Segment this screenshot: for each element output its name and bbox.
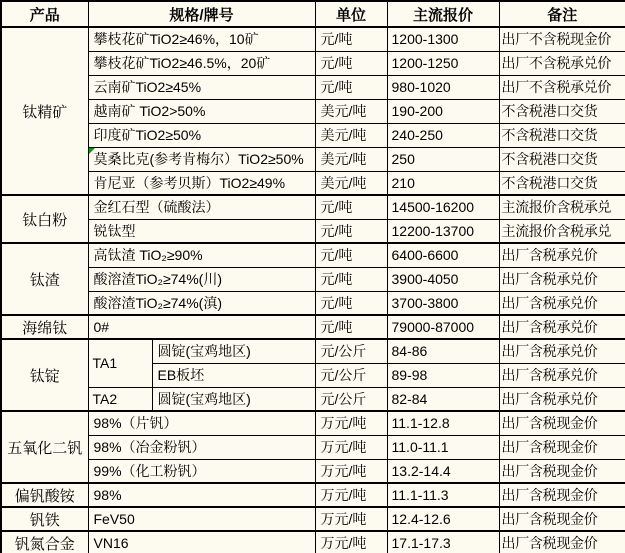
column-header-unit: 单位 <box>315 1 387 27</box>
price-cell: 190-200 <box>387 99 499 123</box>
spec-cell: 金红石型（硫酸法） <box>88 195 315 219</box>
spec-cell: 锐钛型 <box>88 219 315 243</box>
product-cell: 偏钒酸铵 <box>1 483 88 507</box>
note-cell: 主流报价含税承兑 <box>499 195 625 219</box>
spec-cell <box>88 147 315 171</box>
table-row <box>1 411 625 435</box>
spec-cell: 印度矿TiO2≥50% <box>88 123 315 147</box>
price-cell: 11.0-11.1 <box>387 435 499 459</box>
table-header-row <box>1 1 625 27</box>
price-cell: 17.1-17.3 <box>387 531 499 553</box>
spec-cell: 攀枝花矿TiO2≥46.5%，20矿 <box>88 51 315 75</box>
product-cell: 钒氮合金 <box>1 531 88 553</box>
unit-cell: 万元/吨 <box>315 531 387 553</box>
table-row <box>1 291 625 315</box>
spec-cell: FeV50 <box>88 507 315 531</box>
spec-cell: 酸溶渣TiO₂≥74%(滇) <box>88 291 315 315</box>
spec-cell: 酸溶渣TiO₂≥74%(川) <box>88 267 315 291</box>
grade-cell: TA2 <box>88 387 152 411</box>
note-cell: 出厂含税现金价 <box>499 411 625 435</box>
spec-cell: 圆锭(宝鸡地区) <box>152 339 315 363</box>
note-cell: 出厂含税现金价 <box>499 435 625 459</box>
price-cell: 12.4-12.6 <box>387 507 499 531</box>
unit-cell: 美元/吨 <box>315 171 387 195</box>
unit-cell: 元/公斤 <box>315 387 387 411</box>
unit-cell: 元/公斤 <box>315 339 387 363</box>
price-cell: 3900-4050 <box>387 267 499 291</box>
spec-cell: 0# <box>88 315 315 339</box>
note-cell: 不含税港口交货 <box>499 99 625 123</box>
spec-cell: 98% <box>88 483 315 507</box>
price-cell: 11.1-12.8 <box>387 411 499 435</box>
product-cell: 钛渣 <box>1 243 88 315</box>
spec-cell: 攀枝花矿TiO2≥46%，10矿 <box>88 27 315 51</box>
table-row <box>1 171 625 195</box>
table-row <box>1 459 625 483</box>
note-cell: 出厂含税承兑价 <box>499 339 625 363</box>
unit-cell: 美元/吨 <box>315 99 387 123</box>
unit-cell: 美元/吨 <box>315 147 387 171</box>
product-cell: 钒铁 <box>1 507 88 531</box>
price-cell: 11.1-11.3 <box>387 483 499 507</box>
note-cell: 不含税港口交货 <box>499 171 625 195</box>
unit-cell: 元/吨 <box>315 195 387 219</box>
unit-cell: 万元/吨 <box>315 507 387 531</box>
table-row <box>1 435 625 459</box>
column-header-note: 备注 <box>499 1 625 27</box>
spec-cell: EB板坯 <box>152 363 315 387</box>
spec-cell: 98%（片钒） <box>88 411 315 435</box>
unit-cell: 元/吨 <box>315 27 387 51</box>
unit-cell: 元/吨 <box>315 51 387 75</box>
spec-cell: VN16 <box>88 531 315 553</box>
spec-cell: 越南矿 TiO2>50% <box>88 99 315 123</box>
unit-cell: 万元/吨 <box>315 483 387 507</box>
table-row <box>1 219 625 243</box>
note-cell: 出厂含税现金价 <box>499 531 625 553</box>
table-row <box>1 315 625 339</box>
table-row <box>1 123 625 147</box>
price-cell: 250 <box>387 147 499 171</box>
price-cell: 14500-16200 <box>387 195 499 219</box>
note-cell: 不含税港口交货 <box>499 123 625 147</box>
column-header-spec: 规格/牌号 <box>88 1 315 27</box>
price-cell: 210 <box>387 171 499 195</box>
spec-text: 莫桑比克(参考肯梅尔）TiO2≥50% <box>93 151 304 167</box>
price-cell: 79000-87000 <box>387 315 499 339</box>
price-cell: 12200-13700 <box>387 219 499 243</box>
note-cell: 出厂含税承兑价 <box>499 291 625 315</box>
unit-cell: 元/吨 <box>315 243 387 267</box>
note-cell: 出厂含税现金价 <box>499 507 625 531</box>
table-row <box>1 147 625 171</box>
note-cell: 出厂含税承兑价 <box>499 267 625 291</box>
note-cell: 出厂含税承兑价 <box>499 387 625 411</box>
note-cell: 出厂含税承兑价 <box>499 363 625 387</box>
price-cell: 89-98 <box>387 363 499 387</box>
table-row <box>1 75 625 99</box>
table-row <box>1 267 625 291</box>
note-cell: 出厂含税现金价 <box>499 483 625 507</box>
column-header-price: 主流报价 <box>387 1 499 27</box>
price-cell: 1200-1250 <box>387 51 499 75</box>
note-cell: 出厂含税承兑价 <box>499 243 625 267</box>
product-cell: 五氧化二钒 <box>1 411 88 483</box>
price-cell: 82-84 <box>387 387 499 411</box>
price-cell: 84-86 <box>387 339 499 363</box>
product-cell: 海绵钛 <box>1 315 88 339</box>
unit-cell: 美元/吨 <box>315 123 387 147</box>
note-cell: 出厂不含税现金价 <box>499 27 625 51</box>
spec-cell: 高钛渣 TiO₂≥90% <box>88 243 315 267</box>
table-row <box>1 27 625 51</box>
grade-cell: TA1 <box>88 339 152 387</box>
unit-cell: 元/吨 <box>315 75 387 99</box>
spec-cell: 98%（冶金粉钒） <box>88 435 315 459</box>
note-cell: 出厂不含税承兑价 <box>499 75 625 99</box>
table-row <box>1 387 625 411</box>
table-row <box>1 483 625 507</box>
price-cell: 3700-3800 <box>387 291 499 315</box>
table-row <box>1 51 625 75</box>
price-cell: 1200-1300 <box>387 27 499 51</box>
unit-cell: 元/吨 <box>315 219 387 243</box>
note-cell: 出厂含税现金价 <box>499 459 625 483</box>
table-row <box>1 195 625 219</box>
table-row <box>1 339 625 363</box>
product-cell: 钛精矿 <box>1 27 88 195</box>
unit-cell: 元/吨 <box>315 291 387 315</box>
price-cell: 980-1020 <box>387 75 499 99</box>
unit-cell: 万元/吨 <box>315 435 387 459</box>
product-cell: 钛锭 <box>1 339 88 411</box>
table-row <box>1 507 625 531</box>
unit-cell: 元/吨 <box>315 267 387 291</box>
unit-cell: 万元/吨 <box>315 459 387 483</box>
spec-cell: 肯尼亚（参考贝斯）TiO2≥49% <box>88 171 315 195</box>
product-cell: 钛白粉 <box>1 195 88 243</box>
price-cell: 6400-6600 <box>387 243 499 267</box>
price-cell: 13.2-14.4 <box>387 459 499 483</box>
note-cell: 出厂不含税承兑价 <box>499 51 625 75</box>
table-row <box>1 99 625 123</box>
unit-cell: 万元/吨 <box>315 411 387 435</box>
column-header-product: 产品 <box>1 1 88 27</box>
spec-cell: 云南矿TiO2≥45% <box>88 75 315 99</box>
spec-cell: 99%（化工粉钒） <box>88 459 315 483</box>
note-cell: 主流报价含税承兑 <box>499 219 625 243</box>
note-cell: 不含税港口交货 <box>499 147 625 171</box>
table-row <box>1 531 625 553</box>
spec-cell: 圆锭(宝鸡地区) <box>152 387 315 411</box>
unit-cell: 元/公斤 <box>315 363 387 387</box>
table-row <box>1 243 625 267</box>
note-cell: 出厂含税承兑价 <box>499 315 625 339</box>
unit-cell: 元/吨 <box>315 315 387 339</box>
price-cell: 240-250 <box>387 123 499 147</box>
green-corner-marker-icon <box>89 148 95 154</box>
